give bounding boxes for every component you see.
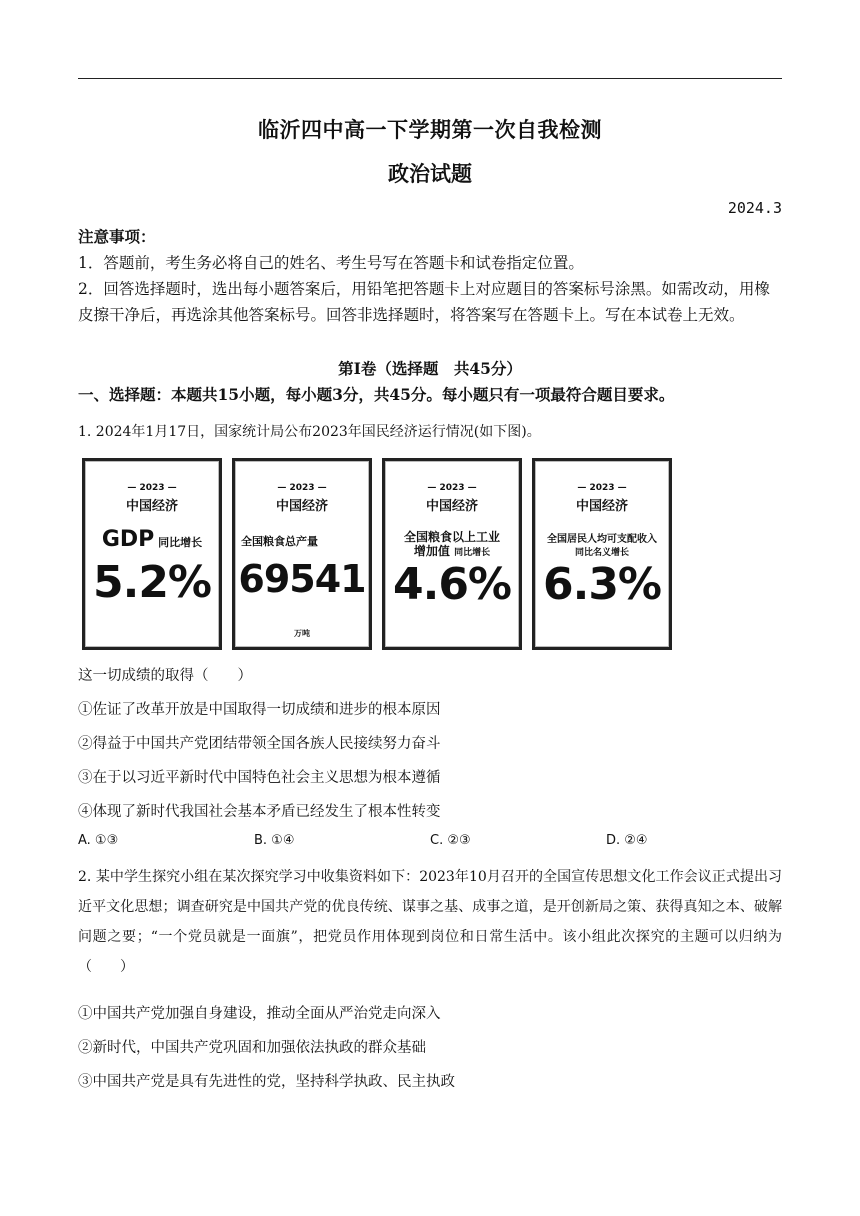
question-1-item-4: ④体现了新时代我国社会基本矛盾已经发生了根本性转变 bbox=[78, 804, 441, 820]
question-1-prompt: 这一切成绩的取得（ ） bbox=[78, 668, 252, 684]
card-value: 5.2% bbox=[92, 557, 212, 608]
question-1-stem: 1. 2024年1月17日，国家统计局公布2023年国民经济运行情况(如下图)。 bbox=[78, 424, 541, 440]
question-1-item-3: ③在于以习近平新时代中国特色社会主义思想为根本遵循 bbox=[78, 770, 441, 786]
card-sublabel: 同比增长 bbox=[158, 536, 203, 549]
question-2-stem: 2. 某中学生探究小组在某次探究学习中收集资料如下：2023年10月召开的全国宣传思想文化工作会议正式提出习近平文化思想；调查研究是中国共产党的优良传统、谋事之基、成事之道，是开创新局之策、获得真知之本、破解问题之要；“一个党员就是一面旗”，把党员作用体现到岗位和日常生活中。该小组此次探究的主题可以归纳为（ ） bbox=[78, 869, 782, 975]
card-grain bbox=[232, 458, 372, 650]
card-label-main: GDP bbox=[101, 527, 155, 552]
card-value bbox=[235, 557, 369, 645]
card-brand: 中国经济 bbox=[275, 499, 328, 514]
exam-subtitle: 政治试题 bbox=[388, 161, 472, 186]
card-value-number: 69541 bbox=[238, 557, 366, 601]
card-label: 全国粮食以上工业 bbox=[403, 530, 500, 544]
card-label: 全国居民人均可支配收入 bbox=[547, 534, 657, 545]
card-label: 全国粮食总产量 bbox=[241, 535, 318, 548]
card-year: — 2023 — bbox=[427, 483, 477, 493]
notice-heading: 注意事项： bbox=[78, 227, 156, 246]
card-brand: 中国经济 bbox=[125, 499, 178, 514]
card-label-2 bbox=[385, 545, 519, 560]
volume-heading: 第Ⅰ卷（选择题 共45分） bbox=[338, 359, 522, 378]
card-value: 6.3% bbox=[542, 559, 662, 610]
card-unit: 万吨 bbox=[294, 629, 310, 638]
header-rule bbox=[78, 78, 782, 79]
question-1-item-2: ②得益于中国共产党团结带领全国各族人民接续努力奋斗 bbox=[78, 736, 441, 752]
card-industry bbox=[382, 458, 522, 650]
card-sublabel: 同比增长 bbox=[454, 548, 491, 558]
card-gdp bbox=[82, 458, 222, 650]
question-2-item-2: ②新时代，中国共产党巩固和加强依法执政的群众基础 bbox=[78, 1040, 426, 1056]
card-year: — 2023 — bbox=[277, 483, 327, 493]
exam-title: 临沂四中高一下学期第一次自我检测 bbox=[258, 117, 602, 142]
exam-date: 2024.3 bbox=[727, 199, 782, 217]
card-income bbox=[532, 458, 672, 650]
option-d: D. ②④ bbox=[606, 833, 648, 848]
card-brand: 中国经济 bbox=[575, 499, 628, 514]
part-heading: 一、选择题：本题共15小题，每小题3分，共45分。每小题只有一项最符合题目要求。 bbox=[78, 385, 675, 404]
option-a: A. ①③ bbox=[78, 833, 119, 848]
question-2-item-3: ③中国共产党是具有先进性的党，坚持科学执政、民主执政 bbox=[78, 1074, 455, 1090]
card-label bbox=[85, 527, 219, 552]
notice-item-1: 1．答题前，考生务必将自己的姓名、考生号写在答题卡和试卷指定位置。 bbox=[78, 254, 584, 272]
question-2-item-1: ①中国共产党加强自身建设，推动全面从严治党走向深入 bbox=[78, 1006, 441, 1022]
card-brand: 中国经济 bbox=[425, 499, 478, 514]
card-label-2-main: 增加值 bbox=[413, 544, 450, 558]
option-b: B. ①④ bbox=[254, 833, 295, 848]
economy-cards bbox=[82, 458, 682, 650]
card-value: 4.6% bbox=[392, 559, 512, 610]
question-1-item-1: ①佐证了改革开放是中国取得一切成绩和进步的根本原因 bbox=[78, 702, 441, 718]
option-c: C. ②③ bbox=[430, 833, 471, 848]
card-sublabel: 同比名义增长 bbox=[574, 548, 629, 558]
card-year: — 2023 — bbox=[577, 483, 627, 493]
card-year: — 2023 — bbox=[127, 483, 177, 493]
notice-item-2: 2．回答选择题时，选出每小题答案后，用铅笔把答题卡上对应题目的答案标号涂黑。如需改动，用橡皮擦干净后，再选涂其他答案标号。回答非选择题时，将答案写在答题卡上。写在本试卷上无效。 bbox=[78, 280, 770, 324]
notice-block bbox=[78, 224, 782, 328]
